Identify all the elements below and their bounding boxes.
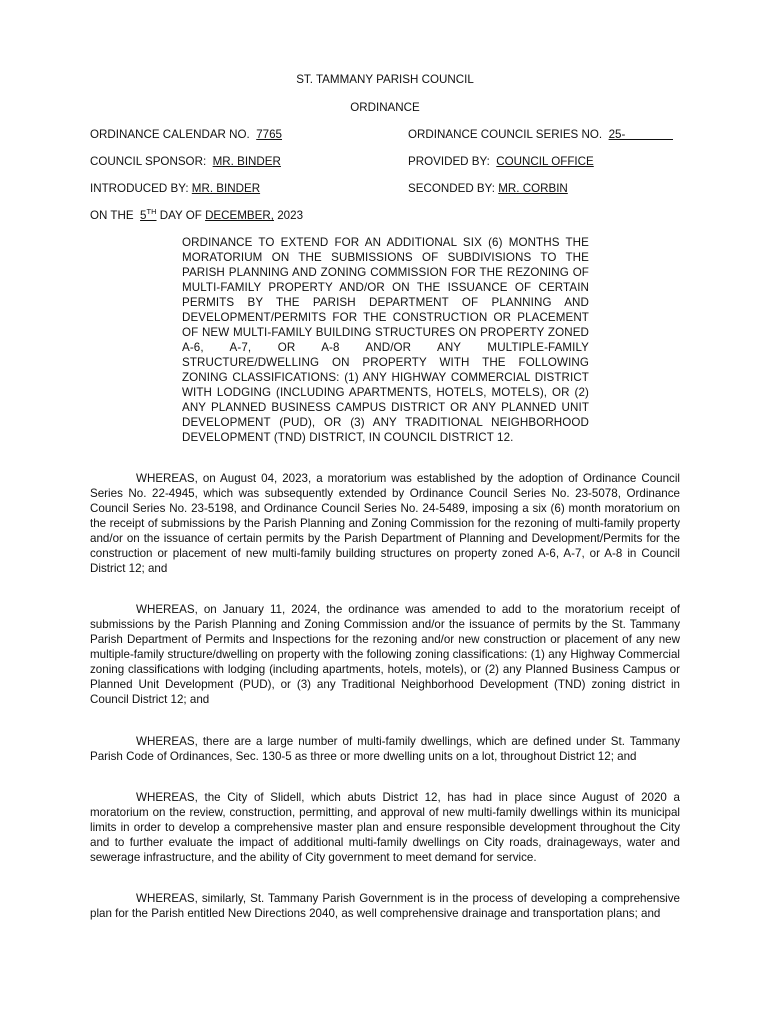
introduced-by-label: INTRODUCED BY:: [90, 182, 189, 195]
council-sponsor-label: COUNCIL SPONSOR:: [90, 155, 207, 168]
seconded-by-label: SECONDED BY:: [408, 182, 495, 195]
council-heading: ST. TAMMANY PARISH COUNCIL: [296, 73, 474, 86]
calendar-number-label: ORDINANCE CALENDAR NO.: [90, 128, 250, 141]
date-day: 5TH: [140, 207, 157, 222]
date-mid: DAY OF: [159, 209, 202, 222]
ordinance-title: ORDINANCE TO EXTEND FOR AN ADDITIONAL SIX (6) MONTHS THE MORATORIUM ON THE SUBMISSIONS OF SUBDIVISIONS TO THE PARISH PLANNING AND ZONING COMMISSION FOR THE REZONING OF MULTI-FAMILY PROPERTY AND/OR ON THE ISSUANCE OF CERTAIN PERMITS BY THE PARISH DEPARTMENT OF PLANNING AND DEVELOPMENT/PERMITS FOR THE CONSTRUCTION OR PLACEMENT OF NEW MULTI-FAMILY BUILDING STRUCTURES ON PROPERTY ZONED A-6, A-7, OR A-8 AND/OR ANY MULTIPLE-FAMILY STRUCTURE/DWELLING ON PROPERTY WITH THE FOLLOWING ZONING CLASSIFICATIONS: (1) ANY HIGHWAY COMMERCIAL DISTRICT WITH LODGING (INCLUDING APARTMENTS, HOTELS, MOTELS), OR (2) ANY PLANNED BUSINESS CAMPUS DISTRICT OR ANY PLANNED UNIT DEVELOPMENT (PUD), OR (3) ANY TRADITIONAL NEIGHBORHOOD DEVELOPMENT (TND) DISTRICT, IN COUNCIL DISTRICT 12.: [182, 236, 589, 444]
provided-by-value: COUNCIL OFFICE: [496, 155, 594, 168]
whereas-paragraph-2: WHEREAS, on January 11, 2024, the ordinance was amended to add to the moratorium receipt of submissions by the Parish Planning and Zoning Commission and/or the issuance of permits by the St. Tammany Parish Department of Permits and Inspections for the rezoning and/or new construction or placement of any new multiple-family structure/dwelling on property with the following zoning classifications: (1) any Highway Commercial zoning classifications with lodging (including apartments, hotels, motels), or (2) any Planned Business Campus or Planned Unit Development (PUD), or (3) any Traditional Neighborhood Development (TND) zoning district in Council District 12; and: [90, 603, 680, 706]
council-series-value: 25-: [608, 128, 626, 141]
council-series-label: ORDINANCE COUNCIL SERIES NO.: [408, 128, 603, 141]
council-series-blank-line: [625, 128, 673, 140]
date-prefix: ON THE: [90, 209, 134, 222]
seconded-by-value: MR. CORBIN: [498, 182, 568, 195]
calendar-number-value: 7765: [256, 128, 283, 141]
whereas-paragraph-5: WHEREAS, similarly, St. Tammany Parish Government is in the process of developing a comprehensive plan for the Parish entitled New Directions 2040, as well comprehensive drainage and transportation plans; and: [90, 892, 680, 920]
whereas-paragraph-3: WHEREAS, there are a large number of multi-family dwellings, which are defined under St. Tammany Parish Code of Ordinances, Sec. 130-5 as three or more dwelling units on a lot, throughout District 12; and: [90, 735, 680, 763]
council-series-field: [408, 128, 673, 141]
provided-by-field: [408, 155, 594, 168]
date-year: 2023: [277, 209, 304, 222]
date-month: DECEMBER,: [205, 209, 274, 222]
whereas-paragraph-4: WHEREAS, the City of Slidell, which abuts District 12, has had in place since August of 2020 a moratorium on the review, construction, permitting, and approval of new multi-family dwellings within its municipal limits in order to develop a comprehensive master plan and ensure responsible development throughout the City and to further evaluate the impact of additional multi-family dwellings on City roads, drainageways, water and sewerage infrastructure, and the ability of City government to meet demand for service.: [90, 791, 680, 864]
seconded-by-field: [408, 182, 568, 195]
provided-by-label: PROVIDED BY:: [408, 155, 490, 168]
council-sponsor-field: [90, 155, 281, 168]
ordinance-date-line: [90, 209, 303, 222]
whereas-paragraph-1: WHEREAS, on August 04, 2023, a moratorium was established by the adoption of Ordinance Council Series No. 22-4945, which was subsequently extended by Ordinance Council Series No. 23-5078, Ordinance Council Series No. 23-5198, and Ordinance Council Series No. 24-5489, imposing a six (6) month moratorium on the receipt of submissions by the Parish Planning and Zoning Commission for the rezoning of multi-family property and/or on the issuance of certain permits by the Parish Department of Planning and Development/Permits for the construction or placement of new multi-family building structures on property zoned A-6, A-7, or A-8 in Council District 12; and: [90, 472, 680, 575]
calendar-number-field: [90, 128, 282, 141]
document-type-heading: ORDINANCE: [350, 101, 420, 114]
introduced-by-value: MR. BINDER: [191, 182, 261, 195]
introduced-by-field: [90, 182, 260, 195]
council-sponsor-value: MR. BINDER: [212, 155, 281, 168]
